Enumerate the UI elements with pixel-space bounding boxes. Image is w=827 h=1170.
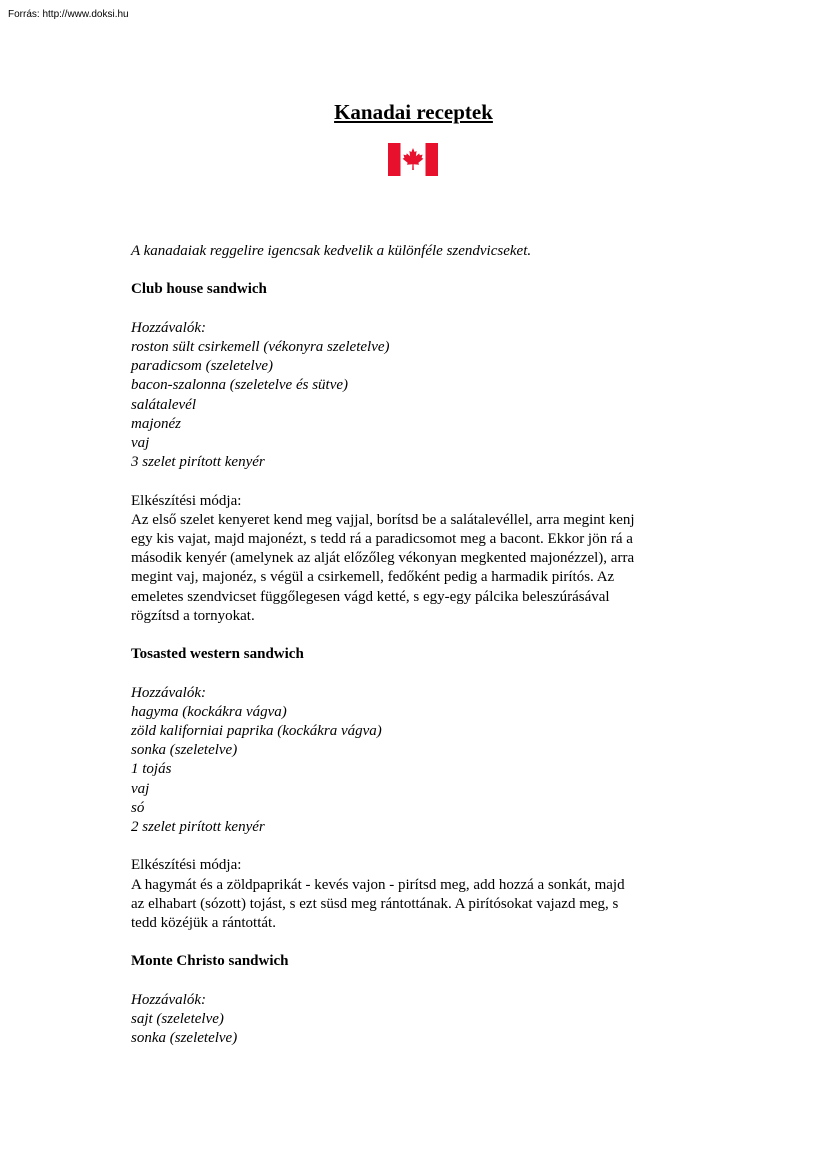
ingredient-item: sonka (szeletelve) — [131, 742, 238, 759]
flag-right-band — [426, 143, 439, 176]
canada-flag-icon — [388, 143, 438, 176]
ingredient-item: 2 szelet pirított kenyér — [131, 819, 265, 836]
ingredients-list — [131, 703, 731, 837]
ingredient-item: vaj — [131, 780, 150, 797]
ingredient-item: roston sült csirkemell (vékonyra szeletelve) — [131, 338, 390, 355]
ingredient-item: só — [131, 799, 145, 816]
method-line: megint vaj, majonéz, s végül a csirkemell, fedőként pedig a harmadik pirítós. Az — [131, 569, 615, 586]
method-line: A hagymát és a zöldpaprikát - kevés vajon - pirítsd meg, add hozzá a sonkát, majd — [131, 876, 625, 893]
method-line: az elhabart (sózott) tojást, s ezt süsd meg rántottának. A pirítósokat vajazd meg, s — [131, 895, 619, 912]
ingredient-item: vaj — [131, 435, 150, 451]
method-line: emeletes szendvicset függőlegesen vágd ketté, s egy-egy pálcika beleszúrásával — [131, 588, 610, 605]
method-text — [131, 511, 731, 626]
method-line: egy kis vajat, majd majonézt, s tedd rá a paradicsomot meg a bacont. Ekkor jön rá a — [131, 531, 633, 547]
ingredient-item: 3 szelet pirított kenyér — [131, 454, 265, 471]
document-body — [131, 242, 731, 1048]
intro-text: A kanadaiak reggelire igencsak kedvelik a különféle szendvicseket. — [131, 243, 532, 259]
ingredients-list — [131, 338, 731, 472]
ingredient-item: zöld kaliforniai paprika (kockákra vágva) — [131, 723, 382, 739]
method-label: Elkészítési módja: — [131, 492, 242, 509]
recipe-monte-christo — [131, 952, 731, 1048]
ingredient-item: 1 tojás — [131, 761, 172, 778]
recipe-club-house — [131, 280, 731, 626]
recipe-heading: Monte Christo sandwich — [131, 953, 289, 970]
source-url: Forrás: http://www.doksi.hu — [8, 9, 129, 20]
method-label: Elkészítési módja: — [131, 857, 242, 874]
ingredient-item: sonka (szeletelve) — [131, 1030, 238, 1047]
ingredients-list — [131, 1010, 731, 1048]
recipe-western — [131, 645, 731, 933]
recipe-heading: Club house sandwich — [131, 281, 267, 298]
method-line: második kenyér (amelynek az alját előzőleg vékonyan megkented majonézzel), arra — [131, 550, 635, 567]
ingredient-item: majonéz — [131, 415, 181, 432]
ingredient-item: paradicsom (szeletelve) — [131, 358, 274, 375]
method-text — [131, 876, 731, 934]
recipe-heading: Tosasted western sandwich — [131, 646, 304, 663]
ingredient-item: sajt (szeletelve) — [131, 1011, 224, 1027]
flag-left-band — [388, 143, 401, 176]
ingredients-label: Hozzávalók: — [131, 991, 206, 1008]
ingredient-item: bacon-szalonna (szeletelve és sütve) — [131, 377, 349, 394]
method-line: rögzítsd a tornyokat. — [131, 607, 255, 624]
ingredients-label: Hozzávalók: — [131, 684, 206, 701]
ingredient-item: salátalevél — [131, 396, 196, 413]
method-line: Az első szelet kenyeret kend meg vajjal, borítsd be a salátalevéllel, arra megint kenj — [131, 511, 635, 528]
ingredient-item: hagyma (kockákra vágva) — [131, 703, 287, 720]
page-title: Kanadai receptek — [334, 100, 493, 124]
method-line: tedd közéjük a rántottát. — [131, 915, 276, 932]
ingredients-label: Hozzávalók: — [131, 319, 206, 336]
